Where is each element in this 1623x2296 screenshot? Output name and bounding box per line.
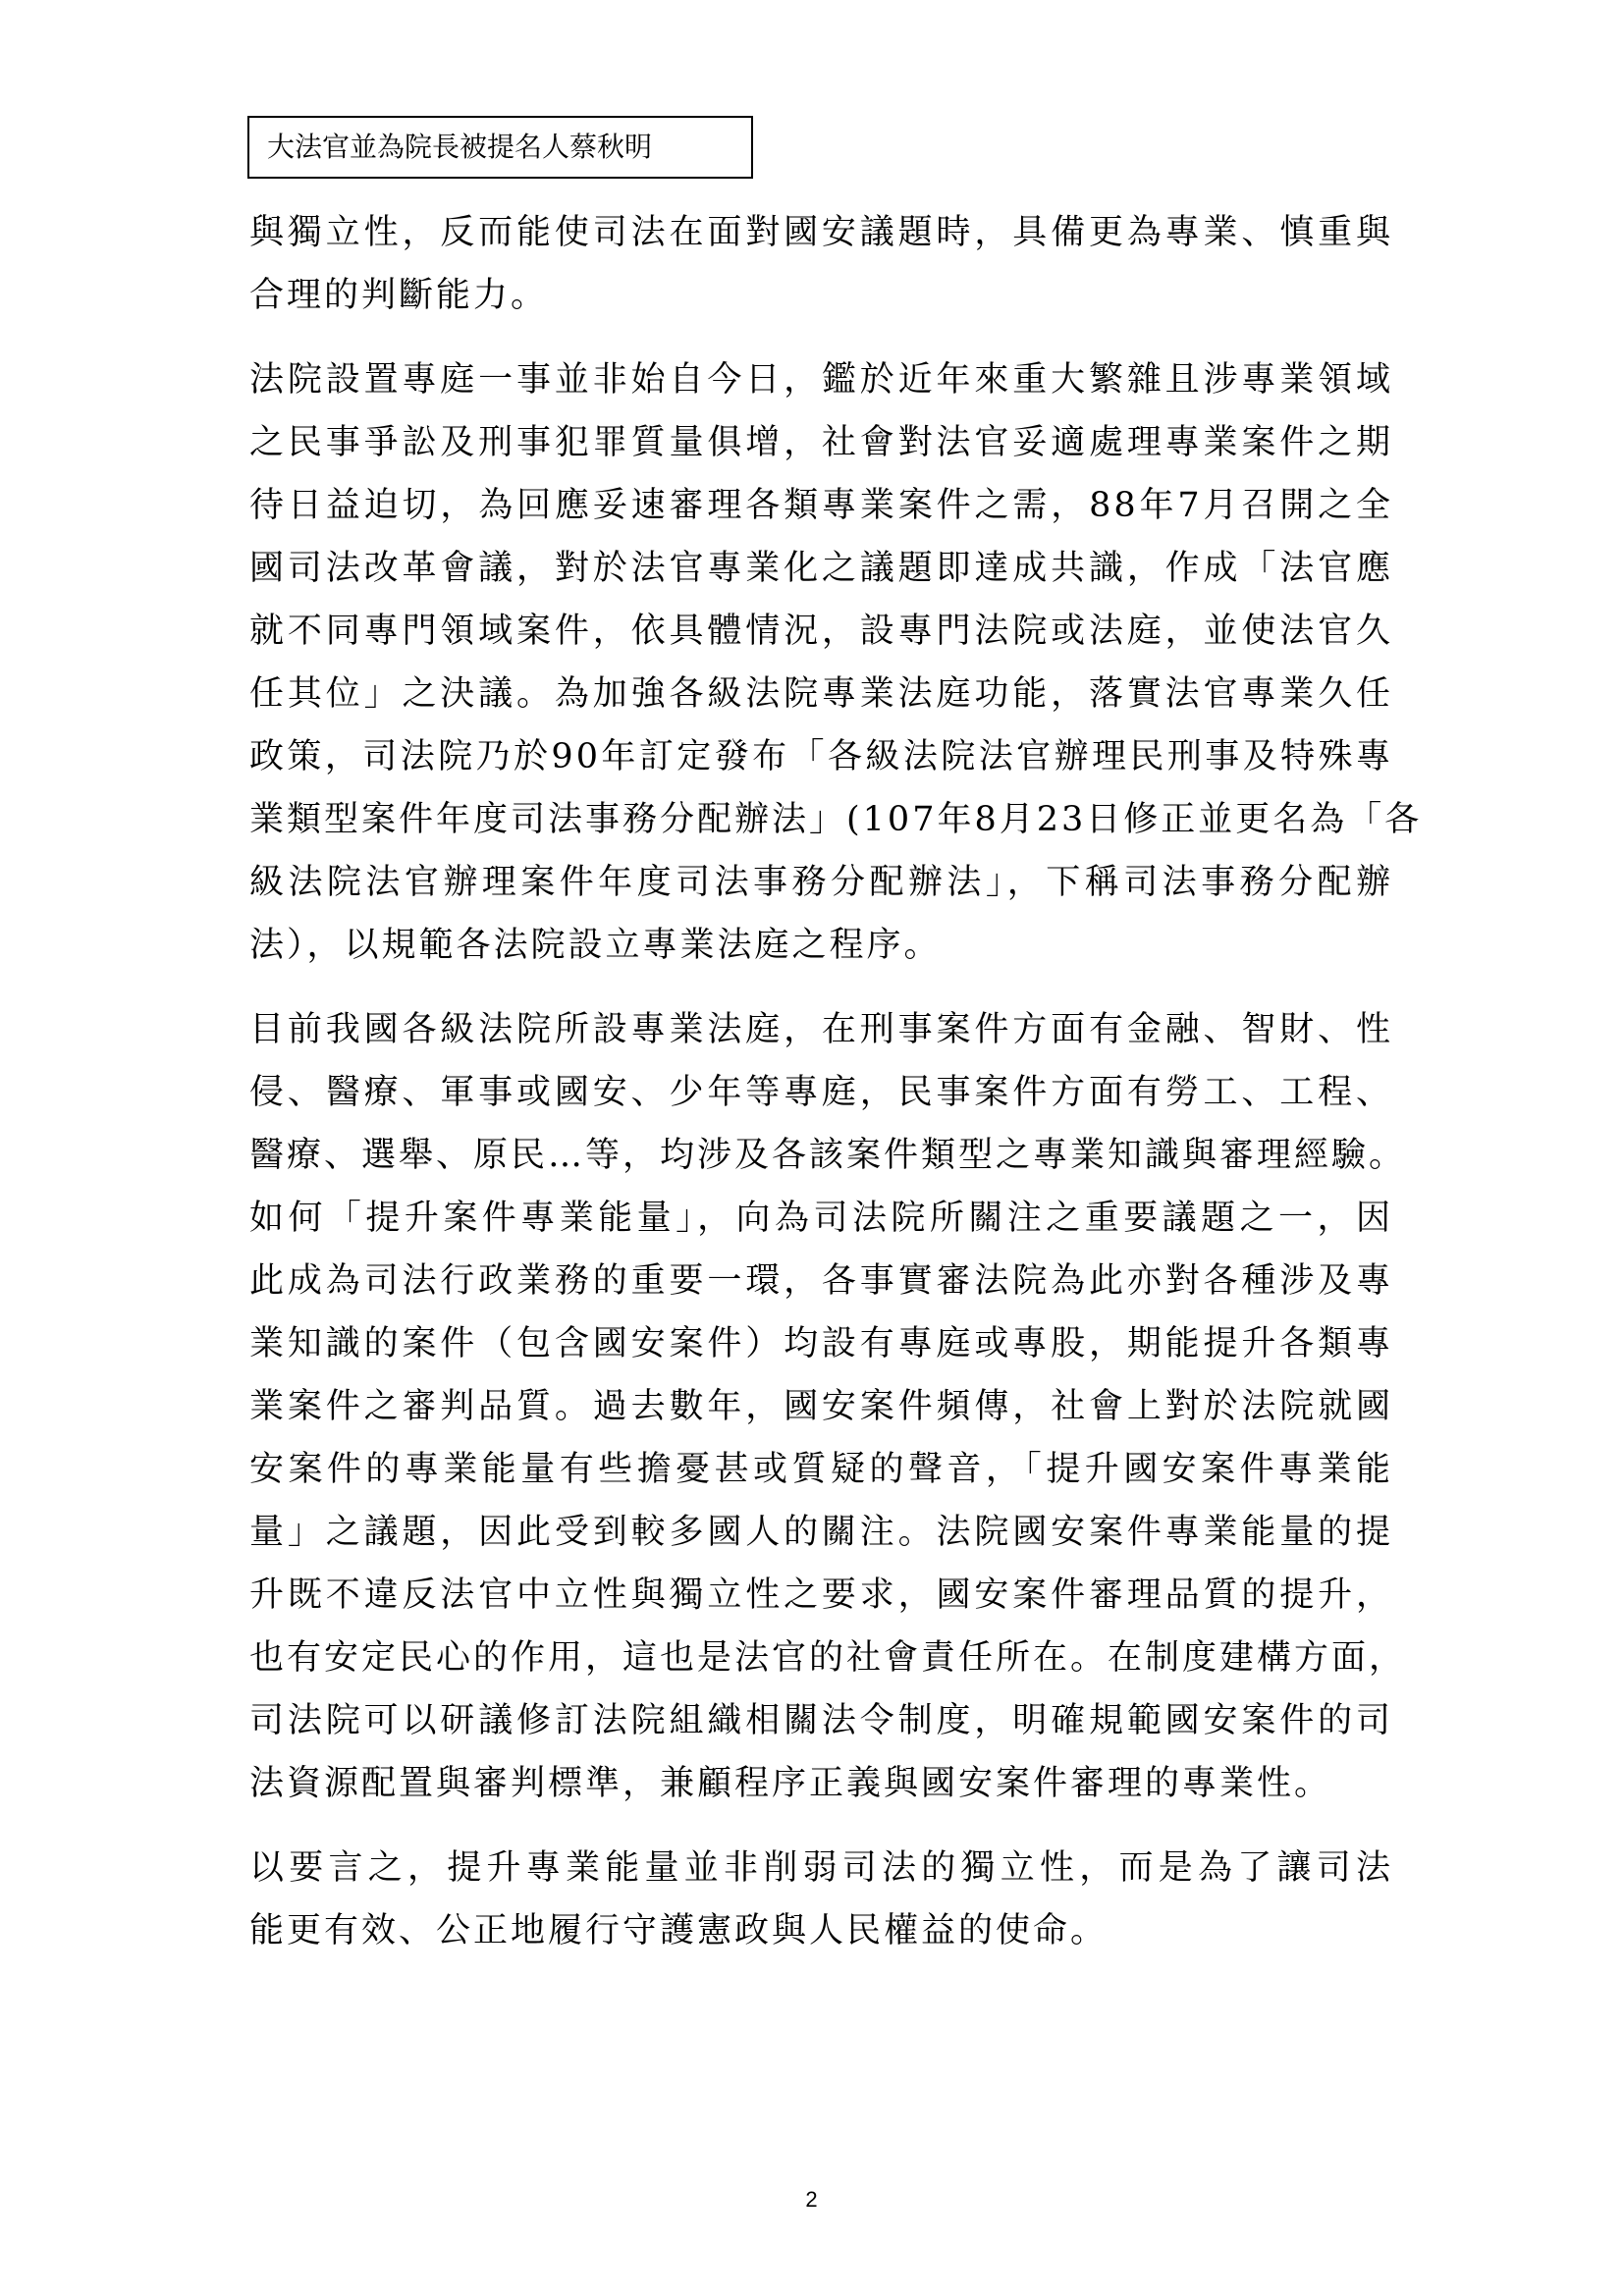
text-line: 如何「提升案件專業能量」，向為司法院所關注之重要議題之一，因 xyxy=(249,1199,1393,1238)
text-line: 業類型案件年度司法事務分配辦法」(107年8月23日修正並更名為「各 xyxy=(249,800,1423,839)
text-line: 任其位」之決議。為加強各級法院專業法庭功能，落實法官專業久任 xyxy=(249,674,1393,714)
text-line: 國司法改革會議，對於法官專業化之議題即達成共識，作成「法官應 xyxy=(249,549,1393,588)
text-line: 合理的判斷能力。 xyxy=(249,276,549,315)
text-line: 升既不違反法官中立性與獨立性之要求，國安案件審理品質的提升， xyxy=(249,1575,1393,1615)
text-line: 就不同專門領域案件，依具體情況，設專門法院或法庭，並使法官久 xyxy=(249,612,1393,651)
page-number: 2 xyxy=(805,2187,818,2212)
text-line: 醫療、選舉、原民…等，均涉及各該案件類型之專業知識與審理經驗。 xyxy=(249,1136,1407,1175)
text-line: 量」之議題，因此受到較多國人的關注。法院國安案件專業能量的提 xyxy=(249,1513,1393,1552)
document-body xyxy=(249,201,1423,1984)
text-line: 以要言之，提升專業能量並非削弱司法的獨立性，而是為了讓司法 xyxy=(249,1848,1393,1888)
text-line: 政策，司法院乃於90年訂定發布「各級法院法官辦理民刑事及特殊專 xyxy=(249,737,1393,776)
text-line: 之民事爭訟及刑事犯罪質量俱增，社會對法官妥適處理專業案件之期 xyxy=(249,423,1393,462)
text-line: 級法院法官辦理案件年度司法事務分配辦法」，下稱司法事務分配辦 xyxy=(249,863,1393,902)
text-line: 司法院可以研議修訂法院組織相關法令制度，明確規範國安案件的司 xyxy=(249,1701,1393,1740)
paragraph-4 xyxy=(249,1837,1393,1962)
text-line: 業案件之審判品質。過去數年，國安案件頻傳，社會上對於法院就國 xyxy=(249,1387,1393,1426)
text-line: 法資源配置與審判標準，兼顧程序正義與國安案件審理的專業性。 xyxy=(249,1764,1332,1803)
text-line: 安案件的專業能量有些擔憂甚或質疑的聲音，「提升國安案件專業能 xyxy=(249,1450,1393,1489)
text-line: 法），以規範各法院設立專業法庭之程序。 xyxy=(249,926,942,965)
text-line: 目前我國各級法院所設專業法庭，在刑事案件方面有金融、智財、性 xyxy=(249,1010,1393,1049)
text-line: 與獨立性，反而能使司法在面對國安議題時，具備更為專業、慎重與 xyxy=(249,213,1393,252)
text-line: 此成為司法行政業務的重要一環，各事實審法院為此亦對各種涉及專 xyxy=(249,1261,1393,1301)
paragraph-1 xyxy=(249,201,1393,327)
text-line: 能更有效、公正地履行守護憲政與人民權益的使命。 xyxy=(249,1911,1109,1950)
text-line: 也有安定民心的作用，這也是法官的社會責任所在。在制度建構方面， xyxy=(249,1638,1407,1678)
text-line: 待日益迫切，為回應妥速審理各類專業案件之需，88年7月召開之全 xyxy=(249,486,1393,525)
paragraph-3 xyxy=(249,998,1407,1815)
paragraph-2 xyxy=(249,348,1423,977)
text-line: 侵、醫療、軍事或國安、少年等專庭，民事案件方面有勞工、工程、 xyxy=(249,1073,1393,1112)
text-line: 法院設置專庭一事並非始自今日，鑑於近年來重大繁雜且涉專業領域 xyxy=(249,360,1393,400)
text-line: 業知識的案件（包含國安案件）均設有專庭或專股，期能提升各類專 xyxy=(249,1324,1393,1363)
document-header-title: 大法官並為院長被提名人蔡秋明 xyxy=(247,116,753,179)
